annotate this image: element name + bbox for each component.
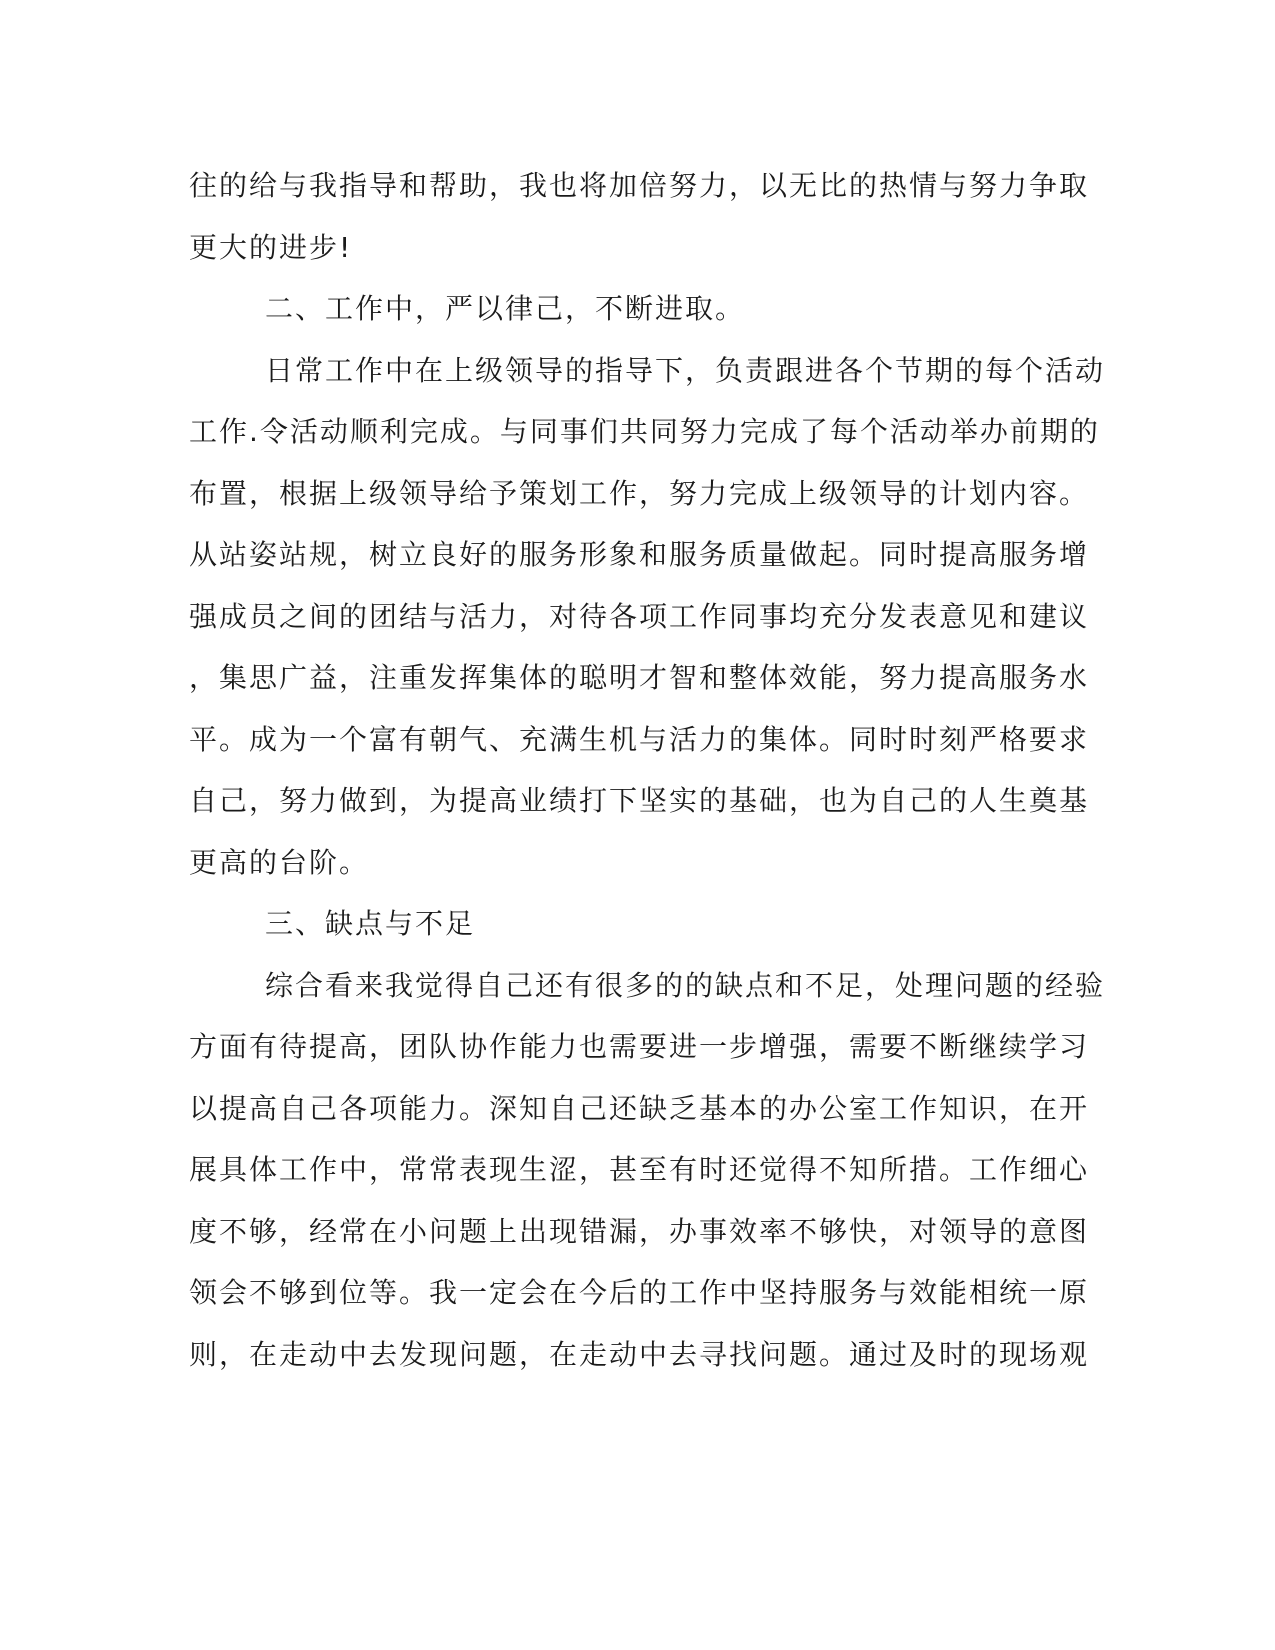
text-line: 综合看来我觉得自己还有很多的的缺点和不足，处理问题的经验 <box>265 968 1106 1002</box>
text-line: 工作.令活动顺利完成。与同事们共同努力完成了每个活动举办前期的 <box>189 415 1100 448</box>
text-line: 往的给与我指导和帮助，我也将加倍努力，以无比的热情与努力争取 <box>189 169 1090 202</box>
text-line: 从站姿站规，树立良好的服务形象和服务质量做起。同时提高服务增 <box>189 538 1090 571</box>
text-line: 自己，努力做到，为提高业绩打下坚实的基础，也为自己的人生奠基 <box>189 784 1090 817</box>
text-line: 日常工作中在上级领导的指导下，负责跟进各个节期的每个活动 <box>265 353 1106 387</box>
text-line: 方面有待提高，团队协作能力也需要进一步增强，需要不断继续学习 <box>189 1030 1090 1063</box>
text-line: 展具体工作中，常常表现生涩，甚至有时还觉得不知所措。工作细心 <box>189 1153 1090 1186</box>
text-line: 平。成为一个富有朝气、充满生机与活力的集体。同时时刻严格要求 <box>189 722 1090 756</box>
section-heading: 三、缺点与不足 <box>265 907 476 940</box>
text-line: 领会不够到位等。我一定会在今后的工作中坚持服务与效能相统一原 <box>189 1276 1090 1309</box>
text-line: 则，在走动中去发现问题，在走动中去寻找问题。通过及时的现场观 <box>189 1337 1090 1371</box>
section-heading: 二、工作中，严以律己，不断进取。 <box>265 292 746 325</box>
text-line: 度不够，经常在小问题上出现错漏，办事效率不够快，对领导的意图 <box>189 1214 1090 1248</box>
text-line: 强成员之间的团结与活力，对待各项工作同事均充分发表意见和建议 <box>189 599 1090 633</box>
text-line: 以提高自己各项能力。深知自己还缺乏基本的办公室工作知识，在开 <box>189 1091 1090 1125</box>
text-line: 更高的台阶。 <box>189 845 370 879</box>
text-line: 布置，根据上级领导给予策划工作，努力完成上级领导的计划内容。 <box>189 476 1090 510</box>
text-line: 更大的进步! <box>189 230 353 264</box>
text-line: ，集思广益，注重发挥集体的聪明才智和整体效能，努力提高服务水 <box>189 661 1090 694</box>
document-body <box>189 155 1106 1385</box>
